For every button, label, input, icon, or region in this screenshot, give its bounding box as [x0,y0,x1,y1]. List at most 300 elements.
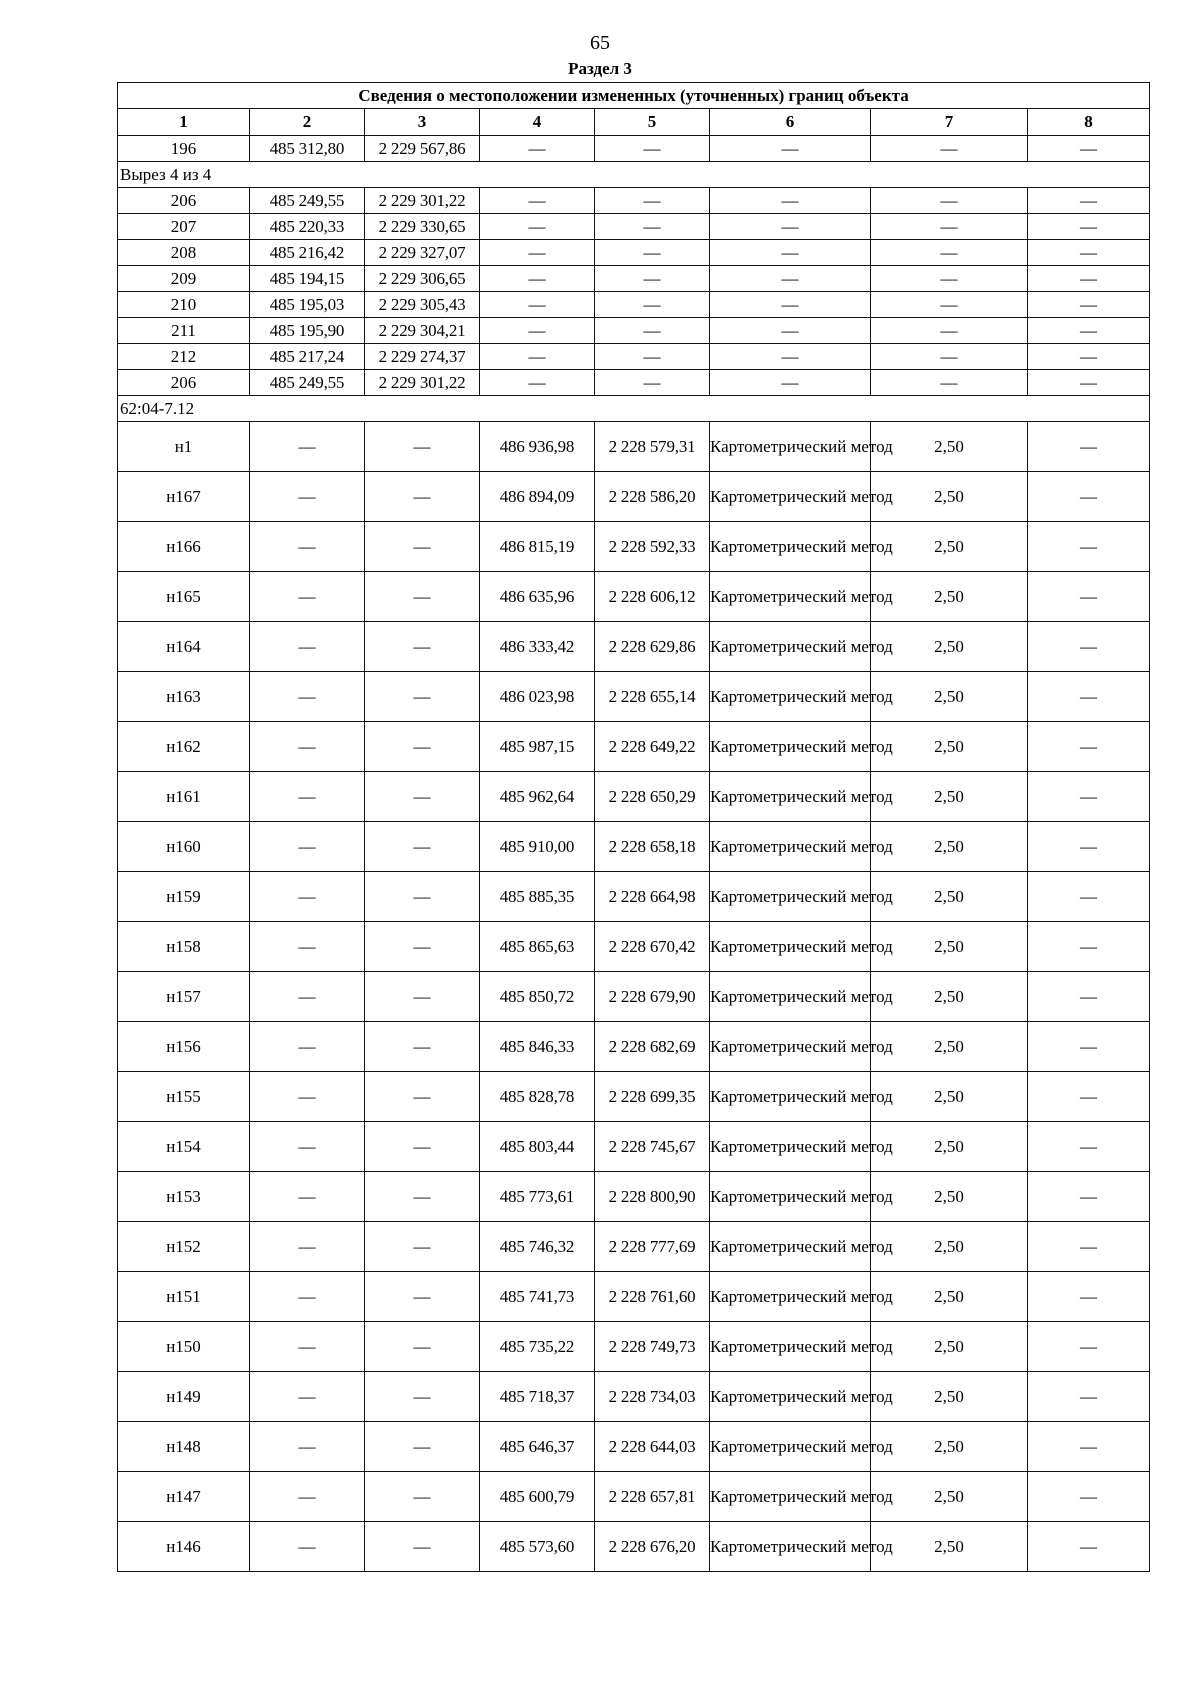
existing-x-cell: 485 220,33 [250,214,365,240]
new-x-cell: 485 573,60 [480,1522,595,1572]
point-number-cell: 208 [118,240,250,266]
dash-cell: — [480,318,595,344]
existing-x-cell: 485 249,55 [250,188,365,214]
table-row [118,472,1150,522]
dash-cell: — [871,136,1028,162]
new-y-cell: 2 228 682,69 [595,1022,710,1072]
dash-cell: — [595,240,710,266]
section-title: Раздел 3 [568,59,632,78]
new-y-cell: 2 228 745,67 [595,1122,710,1172]
method-cell: Картометрический метод [710,572,871,622]
new-x-cell: 485 773,61 [480,1172,595,1222]
accuracy-cell: 2,50 [871,1122,1028,1172]
existing-x-cell: 485 216,42 [250,240,365,266]
point-number-cell: н161 [118,772,250,822]
column-header: 7 [871,109,1028,136]
dash-cell: — [1028,1122,1150,1172]
column-header: 2 [250,109,365,136]
dash-cell: — [250,522,365,572]
point-number-cell: 207 [118,214,250,240]
point-number-cell: 209 [118,266,250,292]
dash-cell: — [250,1272,365,1322]
dash-cell: — [595,344,710,370]
dash-cell: — [710,188,871,214]
dash-cell: — [1028,1072,1150,1122]
new-x-cell: 486 815,19 [480,522,595,572]
table-row [118,422,1150,472]
table-row [118,1422,1150,1472]
point-number-cell: н148 [118,1422,250,1472]
dash-cell: — [871,370,1028,396]
table-row [118,344,1150,370]
method-cell: Картометрический метод [710,1422,871,1472]
method-cell: Картометрический метод [710,1522,871,1572]
point-number-cell: 206 [118,370,250,396]
dash-cell: — [595,292,710,318]
dash-cell: — [1028,1272,1150,1322]
point-number-cell: н156 [118,1022,250,1072]
existing-y-cell: 2 229 304,21 [365,318,480,344]
dash-cell: — [1028,188,1150,214]
existing-x-cell: 485 195,90 [250,318,365,344]
dash-cell: — [250,1472,365,1522]
new-x-cell: 486 333,42 [480,622,595,672]
method-cell: Картометрический метод [710,872,871,922]
existing-y-cell: 2 229 301,22 [365,370,480,396]
dash-cell: — [250,1072,365,1122]
point-number-cell: н164 [118,622,250,672]
accuracy-cell: 2,50 [871,672,1028,722]
dash-cell: — [871,318,1028,344]
dash-cell: — [1028,672,1150,722]
dash-cell: — [1028,622,1150,672]
dash-cell: — [595,136,710,162]
table-row [118,922,1150,972]
new-y-cell: 2 228 658,18 [595,822,710,872]
table-row [118,1522,1150,1572]
accuracy-cell: 2,50 [871,1522,1028,1572]
dash-cell: — [595,266,710,292]
dash-cell: — [365,1372,480,1422]
table-row [118,1322,1150,1372]
point-number-cell: н147 [118,1472,250,1522]
table-row [118,722,1150,772]
dash-cell: — [250,1022,365,1072]
point-number-cell: н153 [118,1172,250,1222]
point-number-cell: н154 [118,1122,250,1172]
new-y-cell: 2 228 606,12 [595,572,710,622]
table-row [118,772,1150,822]
column-header: 8 [1028,109,1150,136]
method-cell: Картометрический метод [710,472,871,522]
new-y-cell: 2 228 699,35 [595,1072,710,1122]
method-cell: Картометрический метод [710,1222,871,1272]
point-number-cell: 211 [118,318,250,344]
dash-cell: — [710,370,871,396]
dash-cell: — [250,1422,365,1472]
dash-cell: — [595,370,710,396]
new-x-cell: 485 987,15 [480,722,595,772]
table-row [118,214,1150,240]
dash-cell: — [480,240,595,266]
dash-cell: — [1028,1372,1150,1422]
table-row [118,1172,1150,1222]
dash-cell: — [365,522,480,572]
dash-cell: — [365,422,480,472]
point-number-cell: н149 [118,1372,250,1422]
method-cell: Картометрический метод [710,672,871,722]
table-row [118,1022,1150,1072]
accuracy-cell: 2,50 [871,1472,1028,1522]
dash-cell: — [871,344,1028,370]
dash-cell: — [595,214,710,240]
dash-cell: — [250,1122,365,1172]
dash-cell: — [250,472,365,522]
dash-cell: — [1028,1172,1150,1222]
new-x-cell: 485 646,37 [480,1422,595,1472]
point-number-cell: н155 [118,1072,250,1122]
accuracy-cell: 2,50 [871,1322,1028,1372]
existing-y-cell: 2 229 567,86 [365,136,480,162]
point-number-cell: 210 [118,292,250,318]
new-y-cell: 2 228 629,86 [595,622,710,672]
dash-cell: — [710,214,871,240]
dash-cell: — [480,214,595,240]
dash-cell: — [1028,318,1150,344]
dash-cell: — [365,572,480,622]
new-x-cell: 485 735,22 [480,1322,595,1372]
table-row [118,370,1150,396]
dash-cell: — [480,370,595,396]
dash-cell: — [1028,522,1150,572]
accuracy-cell: 2,50 [871,472,1028,522]
dash-cell: — [1028,266,1150,292]
dash-cell: — [250,822,365,872]
dash-cell: — [1028,344,1150,370]
dash-cell: — [365,822,480,872]
accuracy-cell: 2,50 [871,622,1028,672]
dash-cell: — [365,622,480,672]
dash-cell: — [365,722,480,772]
dash-cell: — [250,1522,365,1572]
dash-cell: — [250,422,365,472]
dash-cell: — [365,1172,480,1222]
dash-cell: — [365,1272,480,1322]
table-row [118,572,1150,622]
method-cell: Картометрический метод [710,1172,871,1222]
accuracy-cell: 2,50 [871,1422,1028,1472]
table-row [118,1222,1150,1272]
accuracy-cell: 2,50 [871,1372,1028,1422]
dash-cell: — [480,136,595,162]
new-x-cell: 485 600,79 [480,1472,595,1522]
new-x-cell: 486 936,98 [480,422,595,472]
existing-y-cell: 2 229 327,07 [365,240,480,266]
point-number-cell: н160 [118,822,250,872]
dash-cell: — [1028,972,1150,1022]
dash-cell: — [1028,572,1150,622]
column-header-row [118,109,1150,136]
existing-y-cell: 2 229 305,43 [365,292,480,318]
table-row [118,292,1150,318]
dash-cell: — [250,1172,365,1222]
new-x-cell: 485 846,33 [480,1022,595,1072]
dash-cell: — [1028,214,1150,240]
point-number-cell: н152 [118,1222,250,1272]
dash-cell: — [480,292,595,318]
dash-cell: — [250,922,365,972]
new-x-cell: 486 894,09 [480,472,595,522]
new-y-cell: 2 228 649,22 [595,722,710,772]
new-y-cell: 2 228 586,20 [595,472,710,522]
new-x-cell: 485 718,37 [480,1372,595,1422]
page-number: 65 [590,32,610,54]
method-cell: Картометрический метод [710,622,871,672]
method-cell: Картометрический метод [710,422,871,472]
method-cell: Картометрический метод [710,772,871,822]
dash-cell: — [1028,240,1150,266]
new-y-cell: 2 228 579,31 [595,422,710,472]
new-x-cell: 486 023,98 [480,672,595,722]
new-x-cell: 485 885,35 [480,872,595,922]
dash-cell: — [710,266,871,292]
point-number-cell: н159 [118,872,250,922]
table-row [118,622,1150,672]
accuracy-cell: 2,50 [871,1222,1028,1272]
new-y-cell: 2 228 655,14 [595,672,710,722]
point-number-cell: 212 [118,344,250,370]
accuracy-cell: 2,50 [871,422,1028,472]
dash-cell: — [1028,872,1150,922]
point-number-cell: н163 [118,672,250,722]
new-y-cell: 2 228 749,73 [595,1322,710,1372]
dash-cell: — [250,622,365,672]
new-x-cell: 485 865,63 [480,922,595,972]
point-number-cell: 196 [118,136,250,162]
table-row [118,1122,1150,1172]
dash-cell: — [250,722,365,772]
dash-cell: — [365,472,480,522]
dash-cell: — [871,292,1028,318]
boundary-coordinates-table [117,82,1150,1572]
column-header: 3 [365,109,480,136]
table-row [118,266,1150,292]
dash-cell: — [1028,722,1150,772]
dash-cell: — [365,1422,480,1472]
method-cell: Картометрический метод [710,1272,871,1322]
dash-cell: — [1028,370,1150,396]
dash-cell: — [365,1322,480,1372]
dash-cell: — [365,922,480,972]
dash-cell: — [480,344,595,370]
dash-cell: — [595,318,710,344]
dash-cell: — [365,1472,480,1522]
accuracy-cell: 2,50 [871,972,1028,1022]
column-header: 1 [118,109,250,136]
accuracy-cell: 2,50 [871,922,1028,972]
table-row [118,972,1150,1022]
table-row [118,1072,1150,1122]
existing-x-cell: 485 194,15 [250,266,365,292]
dash-cell: — [250,572,365,622]
table-row [118,188,1150,214]
dash-cell: — [1028,1022,1150,1072]
point-number-cell: н158 [118,922,250,972]
point-number-cell: н157 [118,972,250,1022]
accuracy-cell: 2,50 [871,1072,1028,1122]
point-number-cell: 206 [118,188,250,214]
existing-x-cell: 485 195,03 [250,292,365,318]
method-cell: Картометрический метод [710,1072,871,1122]
point-number-cell: н166 [118,522,250,572]
method-cell: Картометрический метод [710,1372,871,1422]
dash-cell: — [871,240,1028,266]
existing-y-cell: 2 229 301,22 [365,188,480,214]
new-y-cell: 2 228 664,98 [595,872,710,922]
dash-cell: — [1028,1322,1150,1372]
point-number-cell: н162 [118,722,250,772]
method-cell: Картометрический метод [710,922,871,972]
dash-cell: — [1028,922,1150,972]
table-row [118,240,1150,266]
point-number-cell: н150 [118,1322,250,1372]
new-y-cell: 2 228 650,29 [595,772,710,822]
point-number-cell: н151 [118,1272,250,1322]
point-number-cell: н167 [118,472,250,522]
dash-cell: — [365,972,480,1022]
dash-cell: — [1028,772,1150,822]
table-row [118,522,1150,572]
new-y-cell: 2 228 761,60 [595,1272,710,1322]
dash-cell: — [1028,292,1150,318]
new-x-cell: 485 910,00 [480,822,595,872]
new-y-cell: 2 228 657,81 [595,1472,710,1522]
new-y-cell: 2 228 644,03 [595,1422,710,1472]
dash-cell: — [250,772,365,822]
existing-x-cell: 485 312,80 [250,136,365,162]
dash-cell: — [365,772,480,822]
table-row [118,1472,1150,1522]
column-header: 5 [595,109,710,136]
group-row-parcel [118,396,1150,422]
dash-cell: — [250,972,365,1022]
dash-cell: — [1028,422,1150,472]
accuracy-cell: 2,50 [871,572,1028,622]
dash-cell: — [365,1072,480,1122]
existing-y-cell: 2 229 306,65 [365,266,480,292]
method-cell: Картометрический метод [710,822,871,872]
dash-cell: — [1028,472,1150,522]
dash-cell: — [1028,136,1150,162]
dash-cell: — [365,672,480,722]
group-row-cutout-label: Вырез 4 из 4 [118,162,1150,188]
dash-cell: — [1028,1472,1150,1522]
accuracy-cell: 2,50 [871,522,1028,572]
dash-cell: — [710,292,871,318]
dash-cell: — [595,188,710,214]
accuracy-cell: 2,50 [871,1272,1028,1322]
dash-cell: — [250,672,365,722]
method-cell: Картометрический метод [710,1122,871,1172]
new-y-cell: 2 228 777,69 [595,1222,710,1272]
new-x-cell: 485 741,73 [480,1272,595,1322]
point-number-cell: н1 [118,422,250,472]
group-row-cutout [118,162,1150,188]
dash-cell: — [871,266,1028,292]
dash-cell: — [1028,822,1150,872]
existing-x-cell: 485 249,55 [250,370,365,396]
dash-cell: — [250,872,365,922]
existing-y-cell: 2 229 330,65 [365,214,480,240]
method-cell: Картометрический метод [710,972,871,1022]
dash-cell: — [365,1022,480,1072]
dash-cell: — [365,872,480,922]
method-cell: Картометрический метод [710,1472,871,1522]
new-x-cell: 485 828,78 [480,1072,595,1122]
dash-cell: — [1028,1222,1150,1272]
dash-cell: — [480,188,595,214]
dash-cell: — [710,136,871,162]
dash-cell: — [871,214,1028,240]
dash-cell: — [480,266,595,292]
dash-cell: — [250,1322,365,1372]
new-y-cell: 2 228 676,20 [595,1522,710,1572]
new-y-cell: 2 228 734,03 [595,1372,710,1422]
new-y-cell: 2 228 670,42 [595,922,710,972]
new-y-cell: 2 228 592,33 [595,522,710,572]
table-row [118,1272,1150,1322]
accuracy-cell: 2,50 [871,1022,1028,1072]
method-cell: Картометрический метод [710,722,871,772]
dash-cell: — [250,1222,365,1272]
table-row [118,672,1150,722]
dash-cell: — [365,1522,480,1572]
group-row-parcel-label: 62:04-7.12 [118,396,1150,422]
accuracy-cell: 2,50 [871,822,1028,872]
method-cell: Картометрический метод [710,1322,871,1372]
dash-cell: — [710,240,871,266]
dash-cell: — [1028,1522,1150,1572]
point-number-cell: н146 [118,1522,250,1572]
accuracy-cell: 2,50 [871,1172,1028,1222]
point-number-cell: н165 [118,572,250,622]
table-row [118,318,1150,344]
existing-x-cell: 485 217,24 [250,344,365,370]
dash-cell: — [871,188,1028,214]
new-x-cell: 486 635,96 [480,572,595,622]
column-header: 6 [710,109,871,136]
accuracy-cell: 2,50 [871,772,1028,822]
accuracy-cell: 2,50 [871,722,1028,772]
table-row [118,822,1150,872]
method-cell: Картометрический метод [710,522,871,572]
dash-cell: — [250,1372,365,1422]
new-x-cell: 485 746,32 [480,1222,595,1272]
dash-cell: — [710,318,871,344]
dash-cell: — [365,1222,480,1272]
method-cell: Картометрический метод [710,1022,871,1072]
table-body [118,136,1150,1572]
accuracy-cell: 2,50 [871,872,1028,922]
new-y-cell: 2 228 679,90 [595,972,710,1022]
new-y-cell: 2 228 800,90 [595,1172,710,1222]
table-row [118,872,1150,922]
table-row [118,1372,1150,1422]
column-header: 4 [480,109,595,136]
new-x-cell: 485 803,44 [480,1122,595,1172]
existing-y-cell: 2 229 274,37 [365,344,480,370]
table-title: Сведения о местоположении измененных (уточненных) границ объекта [118,83,1150,109]
